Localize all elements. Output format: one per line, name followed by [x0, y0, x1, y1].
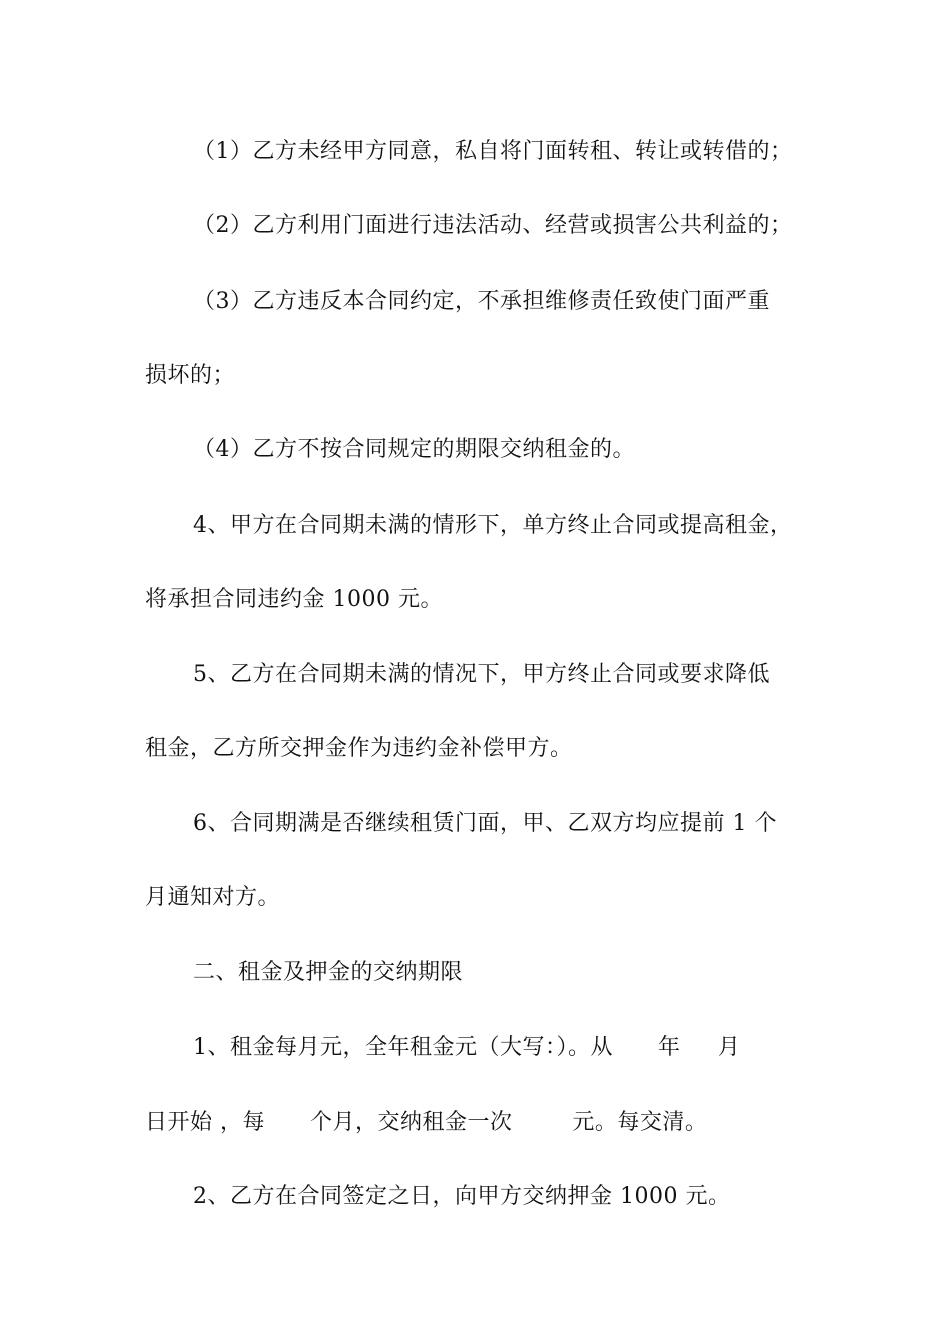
- clause-6: 6、合同期满是否继续租赁门面，甲、乙双方均应提前 1 个: [193, 811, 777, 836]
- clause-5: 5、乙方在合同期未满的情况下，甲方终止合同或要求降低: [193, 662, 770, 687]
- rent-clause-1: 1、租金每月元，全年租金元（大写：）。从 年 月: [193, 1035, 741, 1060]
- rent-clause-1-continued: 日开始 ，每 个月，交纳租金一次 元。每交清。: [145, 1110, 708, 1135]
- clause-item-3-continued: 损坏的；: [145, 363, 236, 388]
- rent-clause-2: 2、乙方在合同签定之日，向甲方交纳押金 1000 元。: [193, 1184, 731, 1209]
- clause-6-continued: 月通知对方。: [145, 885, 281, 910]
- clause-item-2: （2）乙方利用门面进行违法活动、经营或损害公共利益的；: [193, 213, 793, 238]
- clause-item-1: （1）乙方未经甲方同意，私自将门面转租、转让或转借的；: [193, 139, 793, 164]
- clause-item-3: （3）乙方违反本合同约定，不承担维修责任致使门面严重: [193, 289, 770, 314]
- clause-4: 4、甲方在合同期未满的情形下，单方终止合同或提高租金，: [193, 513, 793, 538]
- section-heading-rent-deposit: 二、租金及押金的交纳期限: [193, 960, 464, 985]
- clause-5-continued: 租金，乙方所交押金作为违约金补偿甲方。: [145, 736, 573, 761]
- clause-item-4: （4）乙方不按合同规定的期限交纳租金的。: [193, 437, 635, 462]
- clause-4-continued: 将承担合同违约金 1000 元。: [145, 587, 443, 612]
